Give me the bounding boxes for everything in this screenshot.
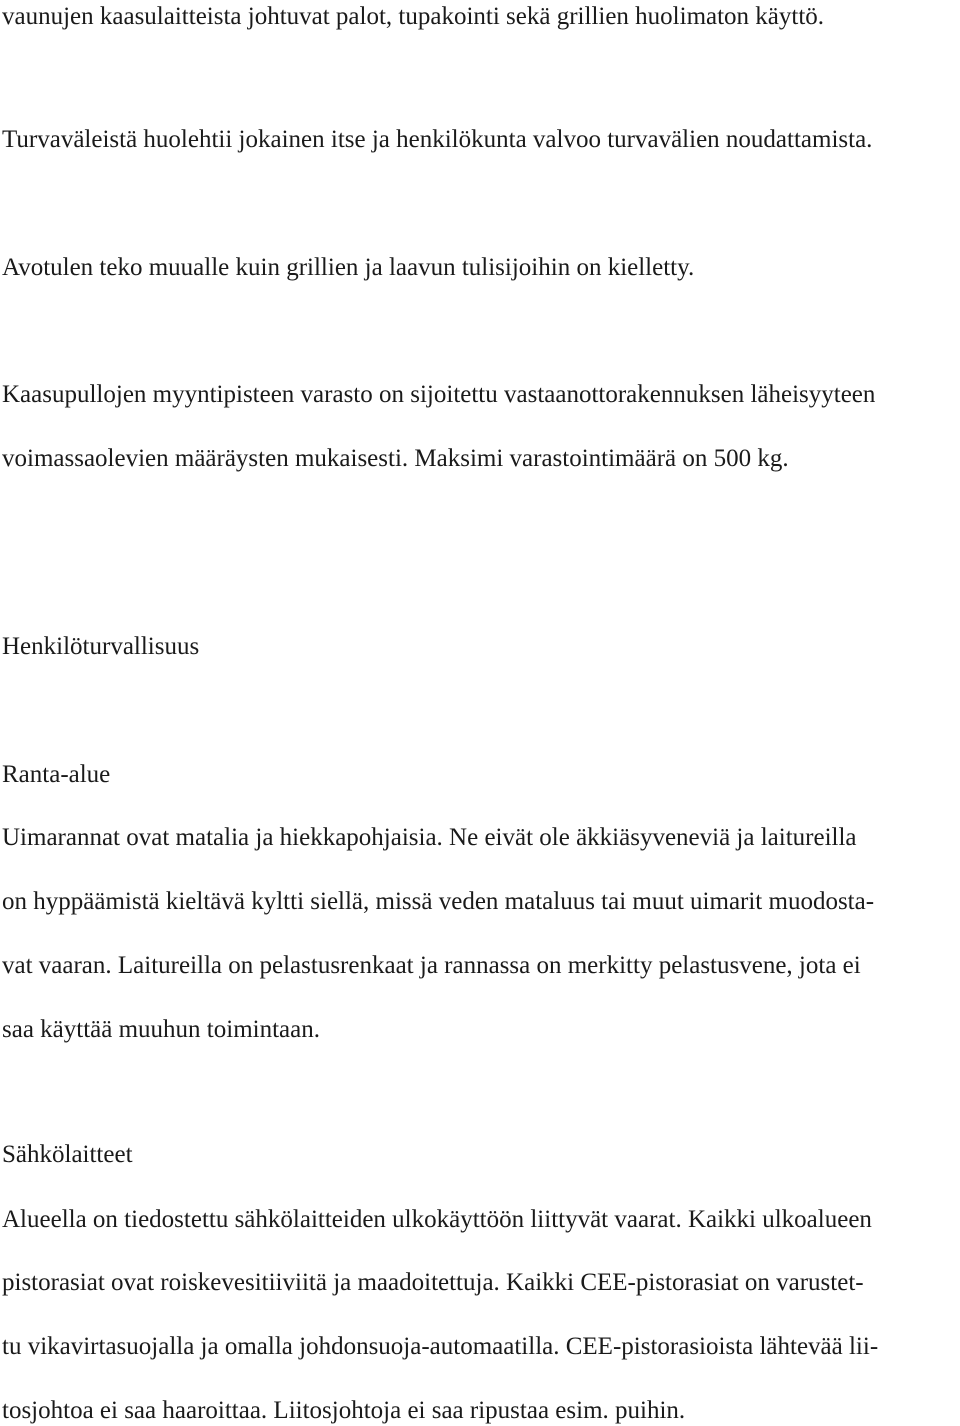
paragraph-fire-causes: vaunujen kaasulaitteista johtuvat palot, tupakointi sekä grillien huolimaton käyttö.	[2, 3, 825, 30]
paragraph-beach-line-4: saa käyttää muuhun toimintaan.	[2, 1016, 320, 1043]
paragraph-electrical-line-4: tosjohtoa ei saa haaroittaa. Liitosjohtoja ei saa ripustaa esim. puihin.	[2, 1397, 686, 1424]
paragraph-beach-line-2: on hyppäämistä kieltävä kyltti siellä, missä veden mataluus tai muut uimarit muodosta-	[2, 888, 875, 915]
paragraph-electrical-line-2: pistorasiat ovat roiskevesitiiviitä ja maadoitettuja. Kaikki CEE-pistorasiat on varustet-	[2, 1269, 864, 1296]
paragraph-beach-line-1: Uimarannat ovat matalia ja hiekkapohjaisia. Ne eivät ole äkkiäsyveneviä ja laitureilla	[2, 824, 857, 851]
heading-personal-safety: Henkilöturvallisuus	[2, 633, 200, 660]
paragraph-open-fire: Avotulen teko muualle kuin grillien ja laavun tulisijoihin on kielletty.	[2, 254, 695, 281]
paragraph-gas-storage-line-1: Kaasupullojen myyntipisteen varasto on sijoitettu vastaanottorakennuksen läheisyyteen	[2, 381, 876, 408]
paragraph-safety-distances: Turvaväleistä huolehtii jokainen itse ja henkilökunta valvoo turvavälien noudattamista.	[2, 126, 873, 153]
paragraph-beach-line-3: vat vaaran. Laitureilla on pelastusrenkaat ja rannassa on merkitty pelastusvene, jota ei	[2, 952, 861, 979]
paragraph-electrical-line-3: tu vikavirtasuojalla ja omalla johdonsuoja-automaatilla. CEE-pistorasioista lähtevää lii-	[2, 1333, 879, 1360]
heading-beach-area: Ranta-alue	[2, 761, 111, 788]
heading-electrical-devices: Sähkölaitteet	[2, 1141, 133, 1168]
paragraph-electrical-line-1: Alueella on tiedostettu sähkölaitteiden ulkokäyttöön liittyvät vaarat. Kaikki ulkoalueen	[2, 1206, 872, 1233]
paragraph-gas-storage-line-2: voimassaolevien määräysten mukaisesti. Maksimi varastointimäärä on 500 kg.	[2, 445, 789, 472]
